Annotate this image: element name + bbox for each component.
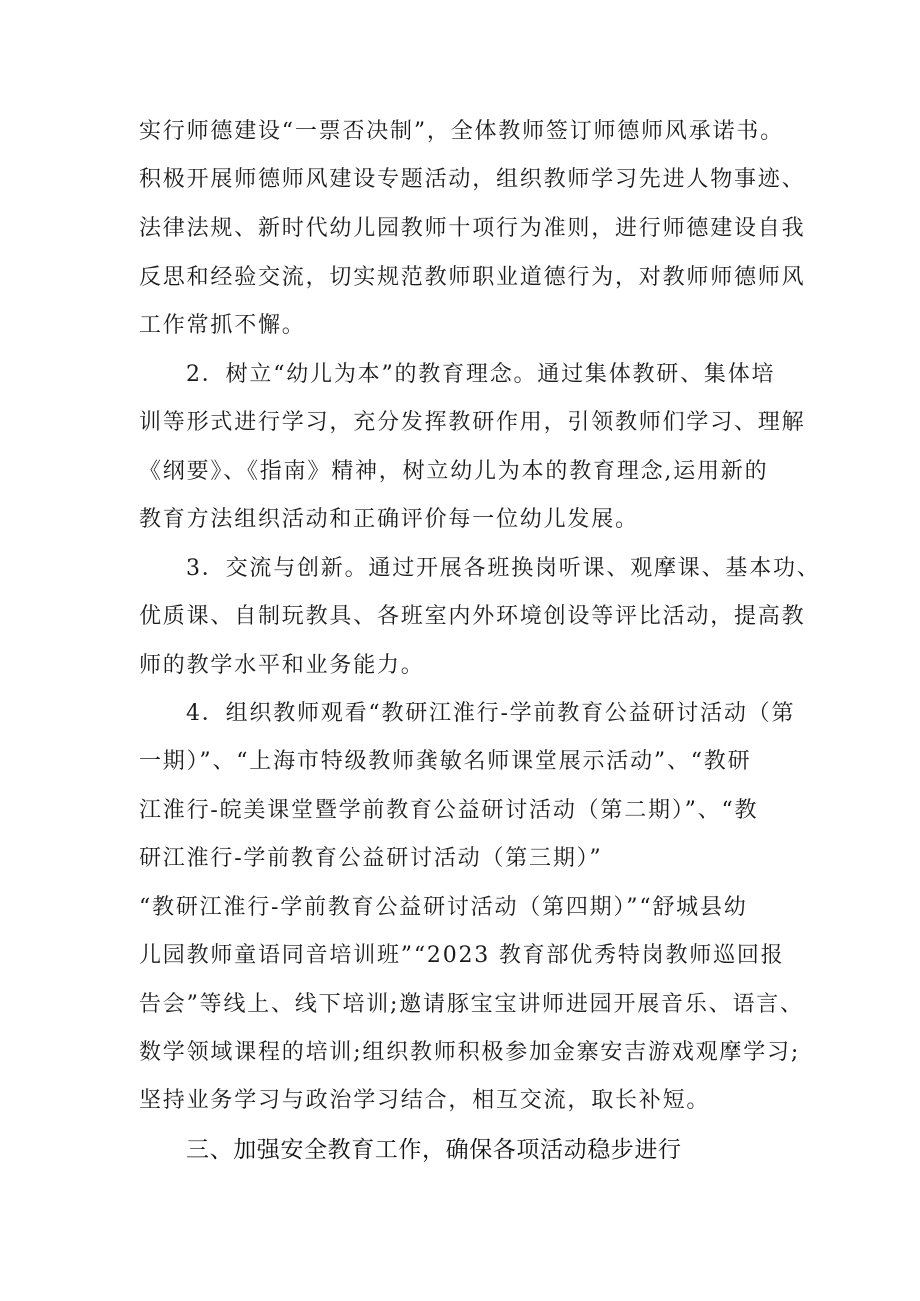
text-line-13: 4．组织教师观看“教研江淮行-学前教育公益研讨活动（第 xyxy=(186,701,796,726)
text-line-11: 优质课、自制玩教具、各班室内外环境创设等评比活动，提高教 xyxy=(139,604,806,629)
text-line-9: 教育方法组织活动和正确评价每一位幼儿发展。 xyxy=(139,507,639,532)
text-line-7: 训等形式进行学习，充分发挥教研作用，引领教师们学习、理解 xyxy=(139,410,806,435)
text-line-20: 数学领域课程的培训;组织教师积极参加金寨安吉游戏观摩学习; xyxy=(139,1040,801,1065)
text-line-6: 2．树立“幼儿为本”的教育理念。通过集体教研、集体培 xyxy=(186,362,776,387)
text-line-4: 反思和经验交流，切实规范教师职业道德行为，对教师师德师风 xyxy=(139,265,806,290)
text-line-1: 实行师德建设“一票否决制”，全体教师签订师德师风承诺书。 xyxy=(139,119,784,144)
text-line-5: 工作常抓不懈。 xyxy=(139,313,306,338)
text-line-16: 研江淮行-学前教育公益研讨活动（第三期）” xyxy=(139,846,603,871)
text-line-8: 《纲要》、《指南》精神，树立幼儿为本的教育理念,运用新的 xyxy=(139,459,769,484)
section-heading: 三、加强安全教育工作，确保各项活动稳步进行 xyxy=(186,1137,682,1163)
text-line-18: 儿园教师童语同音培训班”“2023 教育部优秀特岗教师巡回报 xyxy=(139,943,785,968)
text-line-17: “教研江淮行-学前教育公益研讨活动（第四期）”“舒城县幼 xyxy=(139,895,748,920)
text-line-21: 坚持业务学习与政治学习结合，相互交流，取长补短。 xyxy=(139,1088,711,1113)
text-line-14: 一期）”、“上海市特级教师龚敏名师课堂展示活动”、“教研 xyxy=(139,749,752,774)
text-line-19: 告会”等线上、线下培训;邀请豚宝宝讲师进园开展音乐、语言、 xyxy=(139,992,804,1017)
text-line-2: 积极开展师德师风建设专题活动，组织教师学习先进人物事迹、 xyxy=(139,167,806,192)
text-line-3: 法律法规、新时代幼儿园教师十项行为准则，进行师德建设自我 xyxy=(139,216,806,241)
text-line-15: 江淮行-皖美课堂暨学前教育公益研讨活动（第二期）”、“教 xyxy=(139,798,759,823)
text-line-12: 师的教学水平和业务能力。 xyxy=(139,653,425,678)
text-line-10: 3．交流与创新。通过开展各班换岗听课、观摩课、基本功、 xyxy=(186,556,821,581)
